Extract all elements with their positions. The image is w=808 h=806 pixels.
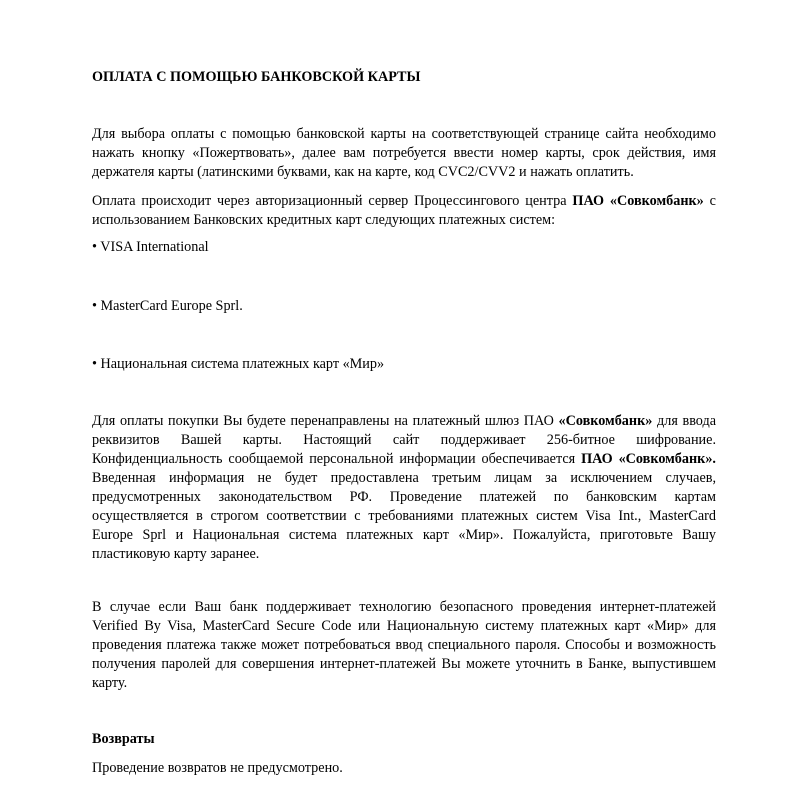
payment-system-mastercard: • MasterCard Europe Sprl.: [92, 298, 243, 314]
security-text-1: Для оплаты покупки Вы будете перенаправлены на платежный шлюз ПАО: [92, 413, 559, 429]
security-paragraph: [92, 412, 716, 564]
refunds-heading: Возвраты: [92, 731, 155, 747]
processing-text-before: Оплата происходит через авторизационный сервер Процессингового центра: [92, 193, 573, 209]
bank-name: ПАО «Совкомбанк»: [572, 193, 704, 209]
processing-paragraph: [92, 192, 716, 230]
security-text-2: для ввода реквизитов Вашей карты. Настоящий сайт поддерживает 256-битное шифрование. Конфиденциальность сообщаемой персональной информации обеспечивается: [92, 413, 717, 467]
payment-system-mir: • Национальная система платежных карт «Мир»: [92, 356, 385, 372]
payment-system-visa: • VISA International: [92, 239, 209, 255]
bank-name-bold-1: «Совкомбанк»: [558, 413, 653, 429]
intro-paragraph: Для выбора оплаты с помощью банковской карты на соответствующей странице сайта необходимо нажать кнопку «Пожертвовать», далее вам потребуется ввести номер карты, срок действия, имя держателя карты (латинскими буквами, как на карте, код CVC2/CVV2 и нажать оплатить.: [92, 126, 716, 180]
processing-text-after: с использованием Банковских кредитных карт следующих платежных систем:: [92, 193, 716, 228]
refunds-paragraph: Проведение возвратов не предусмотрено.: [92, 760, 343, 776]
security-text-3: Введенная информация не будет предоставлена третьим лицам за исключением случаев, предусмотренных законодательством РФ. Проведение платежей по банковским картам осуществляется в строгом соответствии с требованиями платежных систем Visa Int., MasterCard Europe Sprl и Национальная система платежных карт «Мир». Пожалуйста, приготовьте Вашу пластиковую карту заранее.: [92, 470, 716, 562]
page-title: ОПЛАТА С ПОМОЩЬЮ БАНКОВСКОЙ КАРТЫ: [92, 69, 421, 85]
secure-code-paragraph: В случае если Ваш банк поддерживает технологию безопасного проведения интернет-платежей Verified By Visa, MasterCard Secure Code или Национальную систему платежных карт «Мир» для проведения платежа также может потребоваться ввод специального пароля. Способы и возможность получения паролей для совершения интернет-платежей Вы можете уточнить в Банке, выпустившем карту.: [92, 599, 716, 691]
bank-name-bold-2: ПАО «Совкомбанк».: [581, 451, 716, 467]
